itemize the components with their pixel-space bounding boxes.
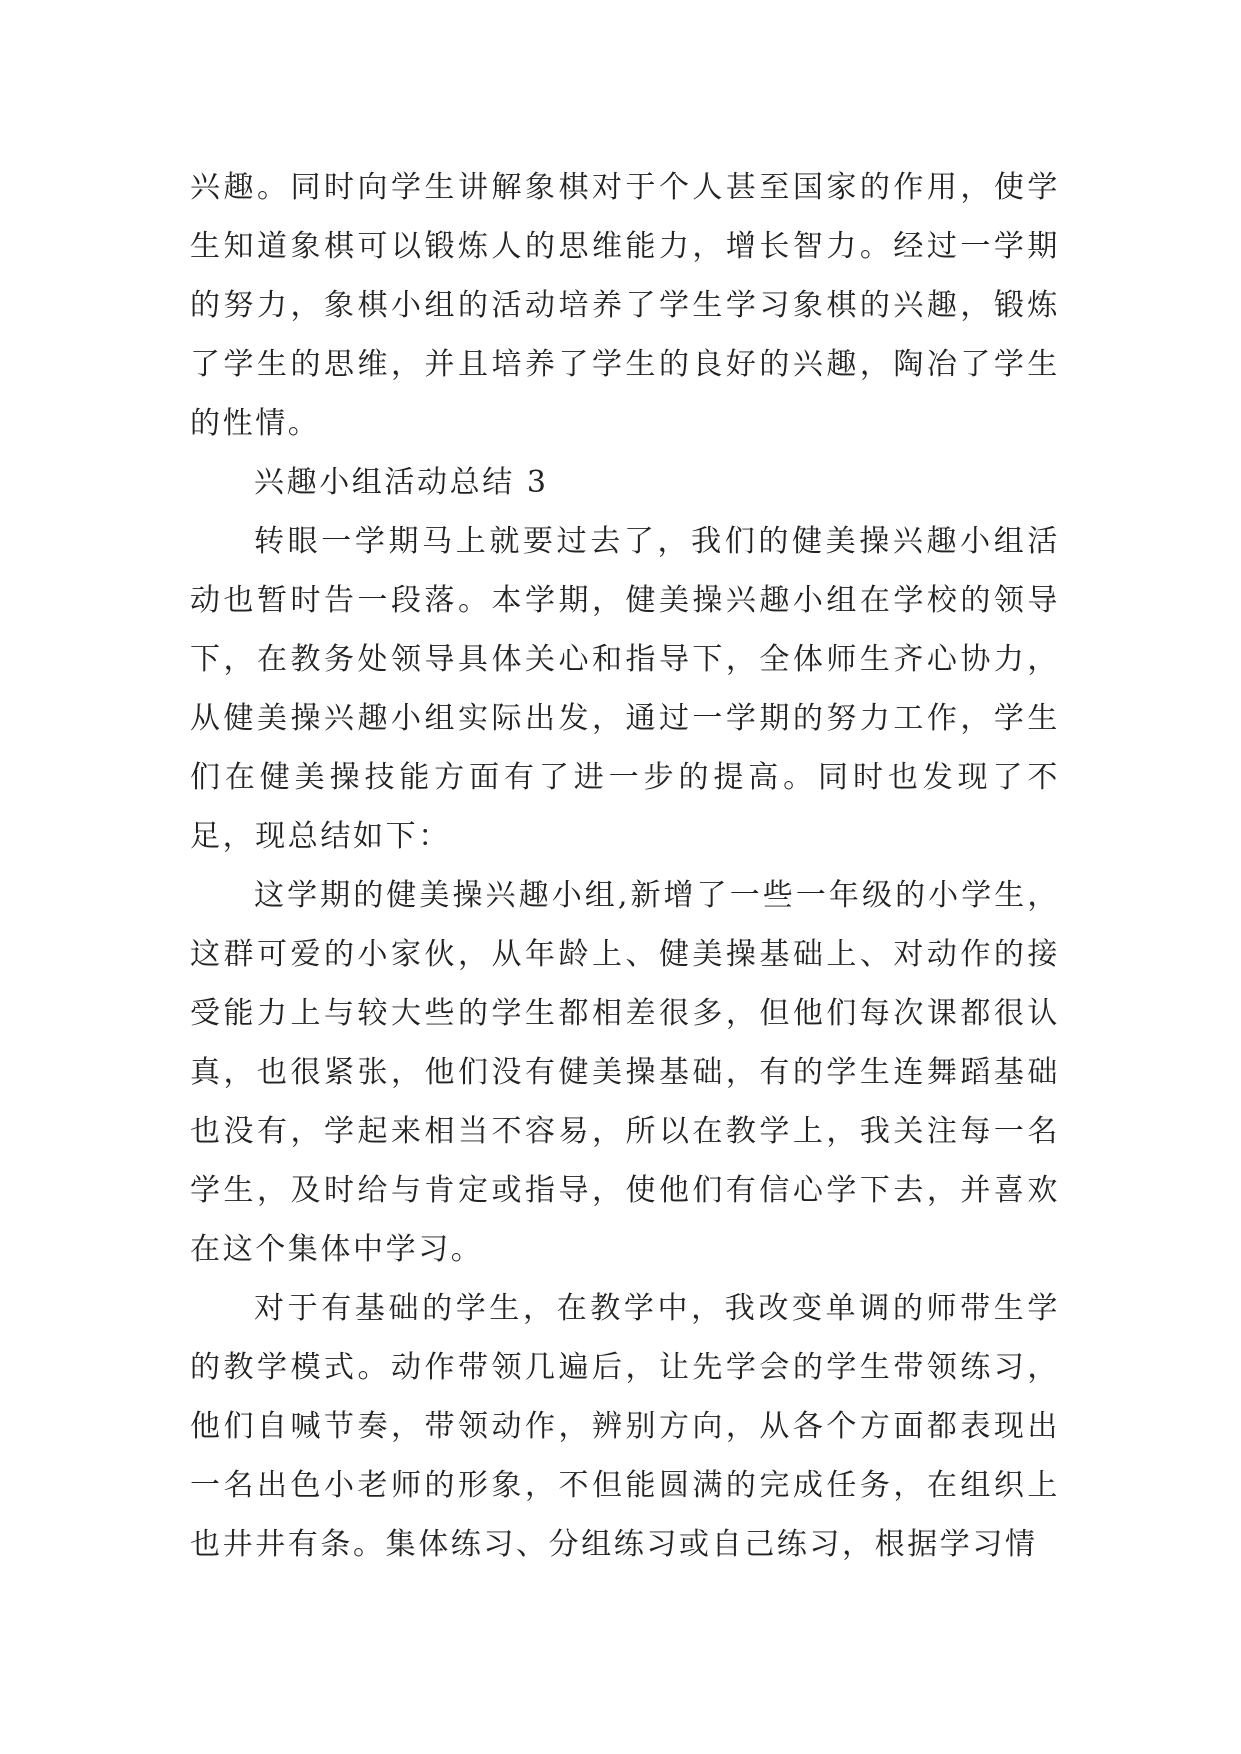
section-heading: 兴趣小组活动总结 3 xyxy=(254,465,549,500)
document-body xyxy=(190,158,1060,1574)
paragraph-teaching-mode: 对于有基础的学生，在教学中，我改变单调的师带生学的教学模式。动作带领几遍后，让先学会的学生带领练习，他们自喊节奏，带领动作，辨别方向，从各个方面都表现出一名出色小老师的形象，不但能圆满的完成任务，在组织上也井井有条。集体练习、分组练习或自己练习，根据学习情 xyxy=(190,1291,1060,1562)
paragraph-new-students: 这学期的健美操兴趣小组,新增了一些一年级的小学生，这群可爱的小家伙，从年龄上、健美操基础上、对动作的接受能力上与较大些的学生都相差很多，但他们每次课都很认真，也很紧张，他们没有健美操基础，有的学生连舞蹈基础也没有，学起来相当不容易，所以在教学上，我关注每一名学生，及时给与肯定或指导，使他们有信心学下去，并喜欢在这个集体中学习。 xyxy=(190,878,1060,1267)
paragraph-intro: 转眼一学期马上就要过去了，我们的健美操兴趣小组活动也暂时告一段落。本学期，健美操兴趣小组在学校的领导下，在教务处领导具体关心和指导下，全体师生齐心协力，从健美操兴趣小组实际出发，通过一学期的努力工作，学生们在健美操技能方面有了进一步的提高。同时也发现了不足，现总结如下： xyxy=(190,524,1060,854)
paragraph-chess-summary-end: 兴趣。同时向学生讲解象棋对于个人甚至国家的作用，使学生知道象棋可以锻炼人的思维能力，增长智力。经过一学期的努力，象棋小组的活动培养了学生学习象棋的兴趣，锻炼了学生的思维，并且培养了学生的良好的兴趣，陶冶了学生的性情。 xyxy=(190,170,1060,441)
